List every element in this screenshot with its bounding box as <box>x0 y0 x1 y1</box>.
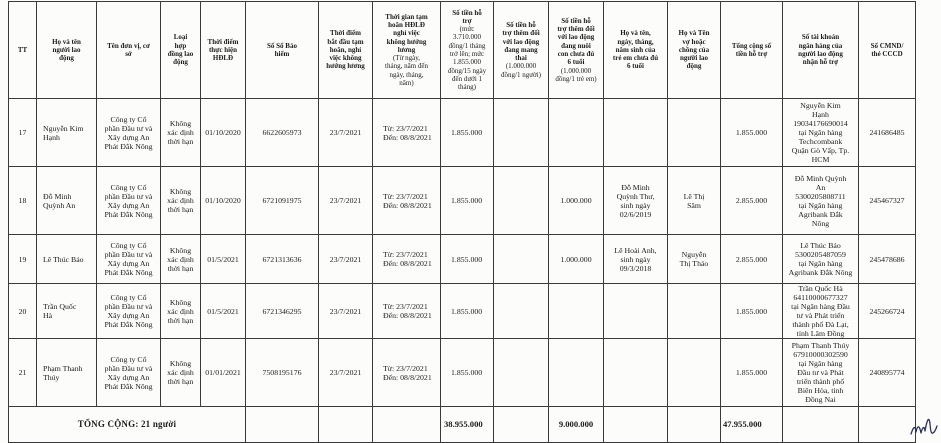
col-header-title: TT <box>17 45 28 54</box>
cell-id-number: 241686485 <box>859 99 916 167</box>
cell-start-date: 01/5/2021 <box>201 284 246 339</box>
cell-insurance-no: 7508195176 <box>246 339 319 407</box>
total-label: TỔNG CỘNG: 21 người <box>9 407 246 443</box>
col-header-start-date <box>201 2 246 99</box>
cell-tt: 19 <box>9 235 37 284</box>
cell-unit: Công ty Cổ phần Đầu tư và Xây dựng An Phát Đắk Nông <box>97 167 161 235</box>
col-header-title: Thời điểm thực hiện HĐLĐ <box>207 37 239 63</box>
cell-id-number: 245478686 <box>859 235 916 284</box>
col-header-title: Số CMND/ thẻ CCCD <box>870 41 904 58</box>
cell-child-support <box>549 284 604 339</box>
cell-pregnancy-support <box>494 339 549 407</box>
col-header-title: Số Sổ Bảo hiểm <box>267 41 297 58</box>
cell-start-date: 01/01/2021 <box>201 339 246 407</box>
col-header-title: Số tiền hỗ trợ <box>452 8 482 25</box>
cell-bank-account: Lê Thúc Bảo 5300205487059 tại Ngân hàng Agribank Đắk Nông <box>783 235 859 284</box>
col-header-title: Họ và tên người lao động <box>52 37 81 63</box>
cell-start-date: 01/10/2020 <box>201 99 246 167</box>
total-cell-spouse <box>668 407 721 443</box>
cell-child-support: 1.000.000 <box>549 167 604 235</box>
table-body <box>9 99 916 443</box>
total-cell-insurance-no <box>246 407 319 443</box>
cell-support-amount: 1.855.000 <box>441 99 494 167</box>
cell-tt: 21 <box>9 339 37 407</box>
cell-name: Phạm Thanh Thúy <box>37 339 97 407</box>
table-row <box>9 339 916 407</box>
cell-child-support <box>549 339 604 407</box>
col-header-tt <box>9 2 37 99</box>
cell-child-info <box>604 339 668 407</box>
cell-contract: Không xác định thời hạn <box>161 99 201 167</box>
cell-bank-account: Nguyễn Kim Hạnh 19034176690014 tại Ngân hàng Techcombank Quận Gò Vấp, Tp. HCM <box>783 99 859 167</box>
cell-contract: Không xác định thời hạn <box>161 167 201 235</box>
col-header-bank-account <box>783 2 859 99</box>
cell-pregnancy-support <box>494 235 549 284</box>
cell-id-number: 240895774 <box>859 339 916 407</box>
col-header-name <box>37 2 97 99</box>
cell-id-number: 245266724 <box>859 284 916 339</box>
cell-suspend-period: Từ: 23/7/2021 Đến: 08/8/2021 <box>373 99 441 167</box>
cell-spouse: Lê Thị Sâm <box>668 167 721 235</box>
total-cell-child-support: 9.000.000 <box>549 407 604 443</box>
col-header-total <box>721 2 783 99</box>
col-header-note: (1.000.000 đồng/1 trẻ em) <box>555 66 597 83</box>
cell-suspend-start: 23/7/2021 <box>319 284 373 339</box>
total-cell-bank-account <box>783 407 859 443</box>
cell-suspend-period: Từ: 23/7/2021 Đến: 08/8/2021 <box>373 235 441 284</box>
col-header-suspend-period <box>373 2 441 99</box>
cell-child-support: 1.000.000 <box>549 235 604 284</box>
cell-spouse: Nguyễn Thị Thảo <box>668 235 721 284</box>
col-header-title: Thời gian tạm hoãn HĐLĐ nghỉ việc không hưởng lương <box>385 12 428 54</box>
col-header-note: (mức 3.710.000 đồng/1 tháng trở lên; mức 1.855.000 đồng/15 ngày đến dưới 1 tháng) <box>447 25 487 92</box>
cell-name: Trần Quốc Hà <box>37 284 97 339</box>
cell-suspend-period: Từ: 23/7/2021 Đến: 08/8/2021 <box>373 284 441 339</box>
cell-name: Nguyễn Kim Hạnh <box>37 99 97 167</box>
cell-insurance-no: 6721091975 <box>246 167 319 235</box>
cell-total: 1.855.000 <box>721 339 783 407</box>
cell-pregnancy-support <box>494 99 549 167</box>
table-row <box>9 99 916 167</box>
cell-suspend-start: 23/7/2021 <box>319 339 373 407</box>
cell-support-amount: 1.855.000 <box>441 235 494 284</box>
table-row <box>9 235 916 284</box>
cell-total: 1.855.000 <box>721 99 783 167</box>
cell-tt: 17 <box>9 99 37 167</box>
cell-contract: Không xác định thời hạn <box>161 235 201 284</box>
cell-child-support <box>549 99 604 167</box>
col-header-support-amount <box>441 2 494 99</box>
cell-child-info <box>604 99 668 167</box>
col-header-title: Số tiền hỗ trợ thêm đối với lao động đang nuôi con chưa đủ 6 tuổi <box>557 16 595 67</box>
col-header-title: Số tiền hỗ trợ thêm đối với lao động đang mang thai <box>502 20 540 63</box>
col-header-title: Loại hợp đồng lao động <box>167 33 194 67</box>
cell-unit: Công ty Cổ phần Đầu tư và Xây dựng An Phát Đắk Nông <box>97 284 161 339</box>
col-header-note: (1.000.000 đồng/1 người) <box>501 62 541 79</box>
cell-start-date: 01/10/2020 <box>201 167 246 235</box>
cell-name: Lê Thúc Bảo <box>37 235 97 284</box>
total-cell-suspend-start <box>319 407 373 443</box>
col-header-id-number <box>859 2 916 99</box>
cell-bank-account: Phạm Thanh Thúy 67910000302590 tại Ngân hàng Đầu tư và Phát triển thành phố Biên Hòa, tỉnh Đồng Nai <box>783 339 859 407</box>
cell-child-info: Đỗ Minh Quỳnh Thư, sinh ngày 02/6/2019 <box>604 167 668 235</box>
cell-total: 2.855.000 <box>721 167 783 235</box>
total-cell-pregnancy-support <box>494 407 549 443</box>
cell-tt: 20 <box>9 284 37 339</box>
cell-tt: 18 <box>9 167 37 235</box>
cell-pregnancy-support <box>494 284 549 339</box>
col-header-title: Họ và tên, ngày, tháng, năm sinh của trẻ em chưa đủ 6 tuổi <box>612 29 659 71</box>
support-list-table <box>8 1 916 443</box>
cell-total: 1.855.000 <box>721 284 783 339</box>
cell-suspend-period: Từ: 23/7/2021 Đến: 08/8/2021 <box>373 339 441 407</box>
cell-total: 2.855.000 <box>721 235 783 284</box>
cell-child-info <box>604 284 668 339</box>
cell-insurance-no: 6622605973 <box>246 99 319 167</box>
cell-unit: Công ty Cổ phần Đầu tư và Xây dựng An Phát Đắk Nông <box>97 235 161 284</box>
col-header-title: Tên đơn vị, cơ sở <box>107 41 150 58</box>
total-cell-child-info <box>604 407 668 443</box>
cell-start-date: 01/5/2021 <box>201 235 246 284</box>
col-header-title: Họ và Tên vợ hoặc chồng của người lao động <box>678 29 710 71</box>
cell-spouse <box>668 284 721 339</box>
col-header-child-support <box>549 2 604 99</box>
col-header-spouse <box>668 2 721 99</box>
cell-suspend-start: 23/7/2021 <box>319 167 373 235</box>
col-header-note: (Từ ngày, tháng, năm đến ngày, tháng, năm) <box>385 54 428 88</box>
cell-pregnancy-support <box>494 167 549 235</box>
cell-bank-account: Đỗ Minh Quỳnh An 5300205808711 tại Ngân hàng Agribank Đắk Nông <box>783 167 859 235</box>
cell-spouse <box>668 99 721 167</box>
cell-id-number: 245467327 <box>859 167 916 235</box>
total-cell-total: 47.955.000 <box>721 407 783 443</box>
signature-mark <box>909 412 939 442</box>
table-row <box>9 167 916 235</box>
table-row <box>9 284 916 339</box>
total-cell-suspend-period <box>373 407 441 443</box>
total-row <box>9 407 916 443</box>
cell-contract: Không xác định thời hạn <box>161 284 201 339</box>
cell-support-amount: 1.855.000 <box>441 339 494 407</box>
cell-insurance-no: 6721313636 <box>246 235 319 284</box>
total-cell-support-amount: 38.955.000 <box>441 407 494 443</box>
col-header-insurance-no <box>246 2 319 99</box>
col-header-title: Tổng cộng số tiền hỗ trợ <box>731 41 772 58</box>
col-header-suspend-start <box>319 2 373 99</box>
cell-unit: Công ty Cổ phần Đầu tư và Xây dựng An Phát Đắk Nông <box>97 99 161 167</box>
cell-bank-account: Trần Quốc Hà 64110000677327 tại Ngân hàng Đầu tư và Phát triển thành phố Đà Lạt, tỉnh Lâm Đồng <box>783 284 859 339</box>
cell-name: Đỗ Minh Quỳnh An <box>37 167 97 235</box>
col-header-child-info <box>604 2 668 99</box>
col-header-contract <box>161 2 201 99</box>
cell-insurance-no: 6721346295 <box>246 284 319 339</box>
cell-child-info: Lê Hoài Anh, sinh ngày 09/3/2018 <box>604 235 668 284</box>
cell-contract: Không xác định thời hạn <box>161 339 201 407</box>
cell-support-amount: 1.855.000 <box>441 167 494 235</box>
cell-suspend-start: 23/7/2021 <box>319 235 373 284</box>
col-header-title: Số tài khoản ngân hàng của người lao động nhận hỗ trợ <box>798 33 843 67</box>
table-header-row <box>9 2 916 99</box>
col-header-title: Thời điểm bắt đầu tạm hoãn, nghỉ việc không hưởng lương <box>326 29 365 71</box>
col-header-pregnancy-support <box>494 2 549 99</box>
cell-suspend-period: Từ: 23/7/2021 Đến: 08/8/2021 <box>373 167 441 235</box>
cell-support-amount: 1.855.000 <box>441 284 494 339</box>
cell-spouse <box>668 339 721 407</box>
cell-suspend-start: 23/7/2021 <box>319 99 373 167</box>
total-cell-id-number <box>859 407 916 443</box>
cell-unit: Công ty Cổ phần Đầu tư và Xây dựng An Phát Đắk Nông <box>97 339 161 407</box>
col-header-unit <box>97 2 161 99</box>
